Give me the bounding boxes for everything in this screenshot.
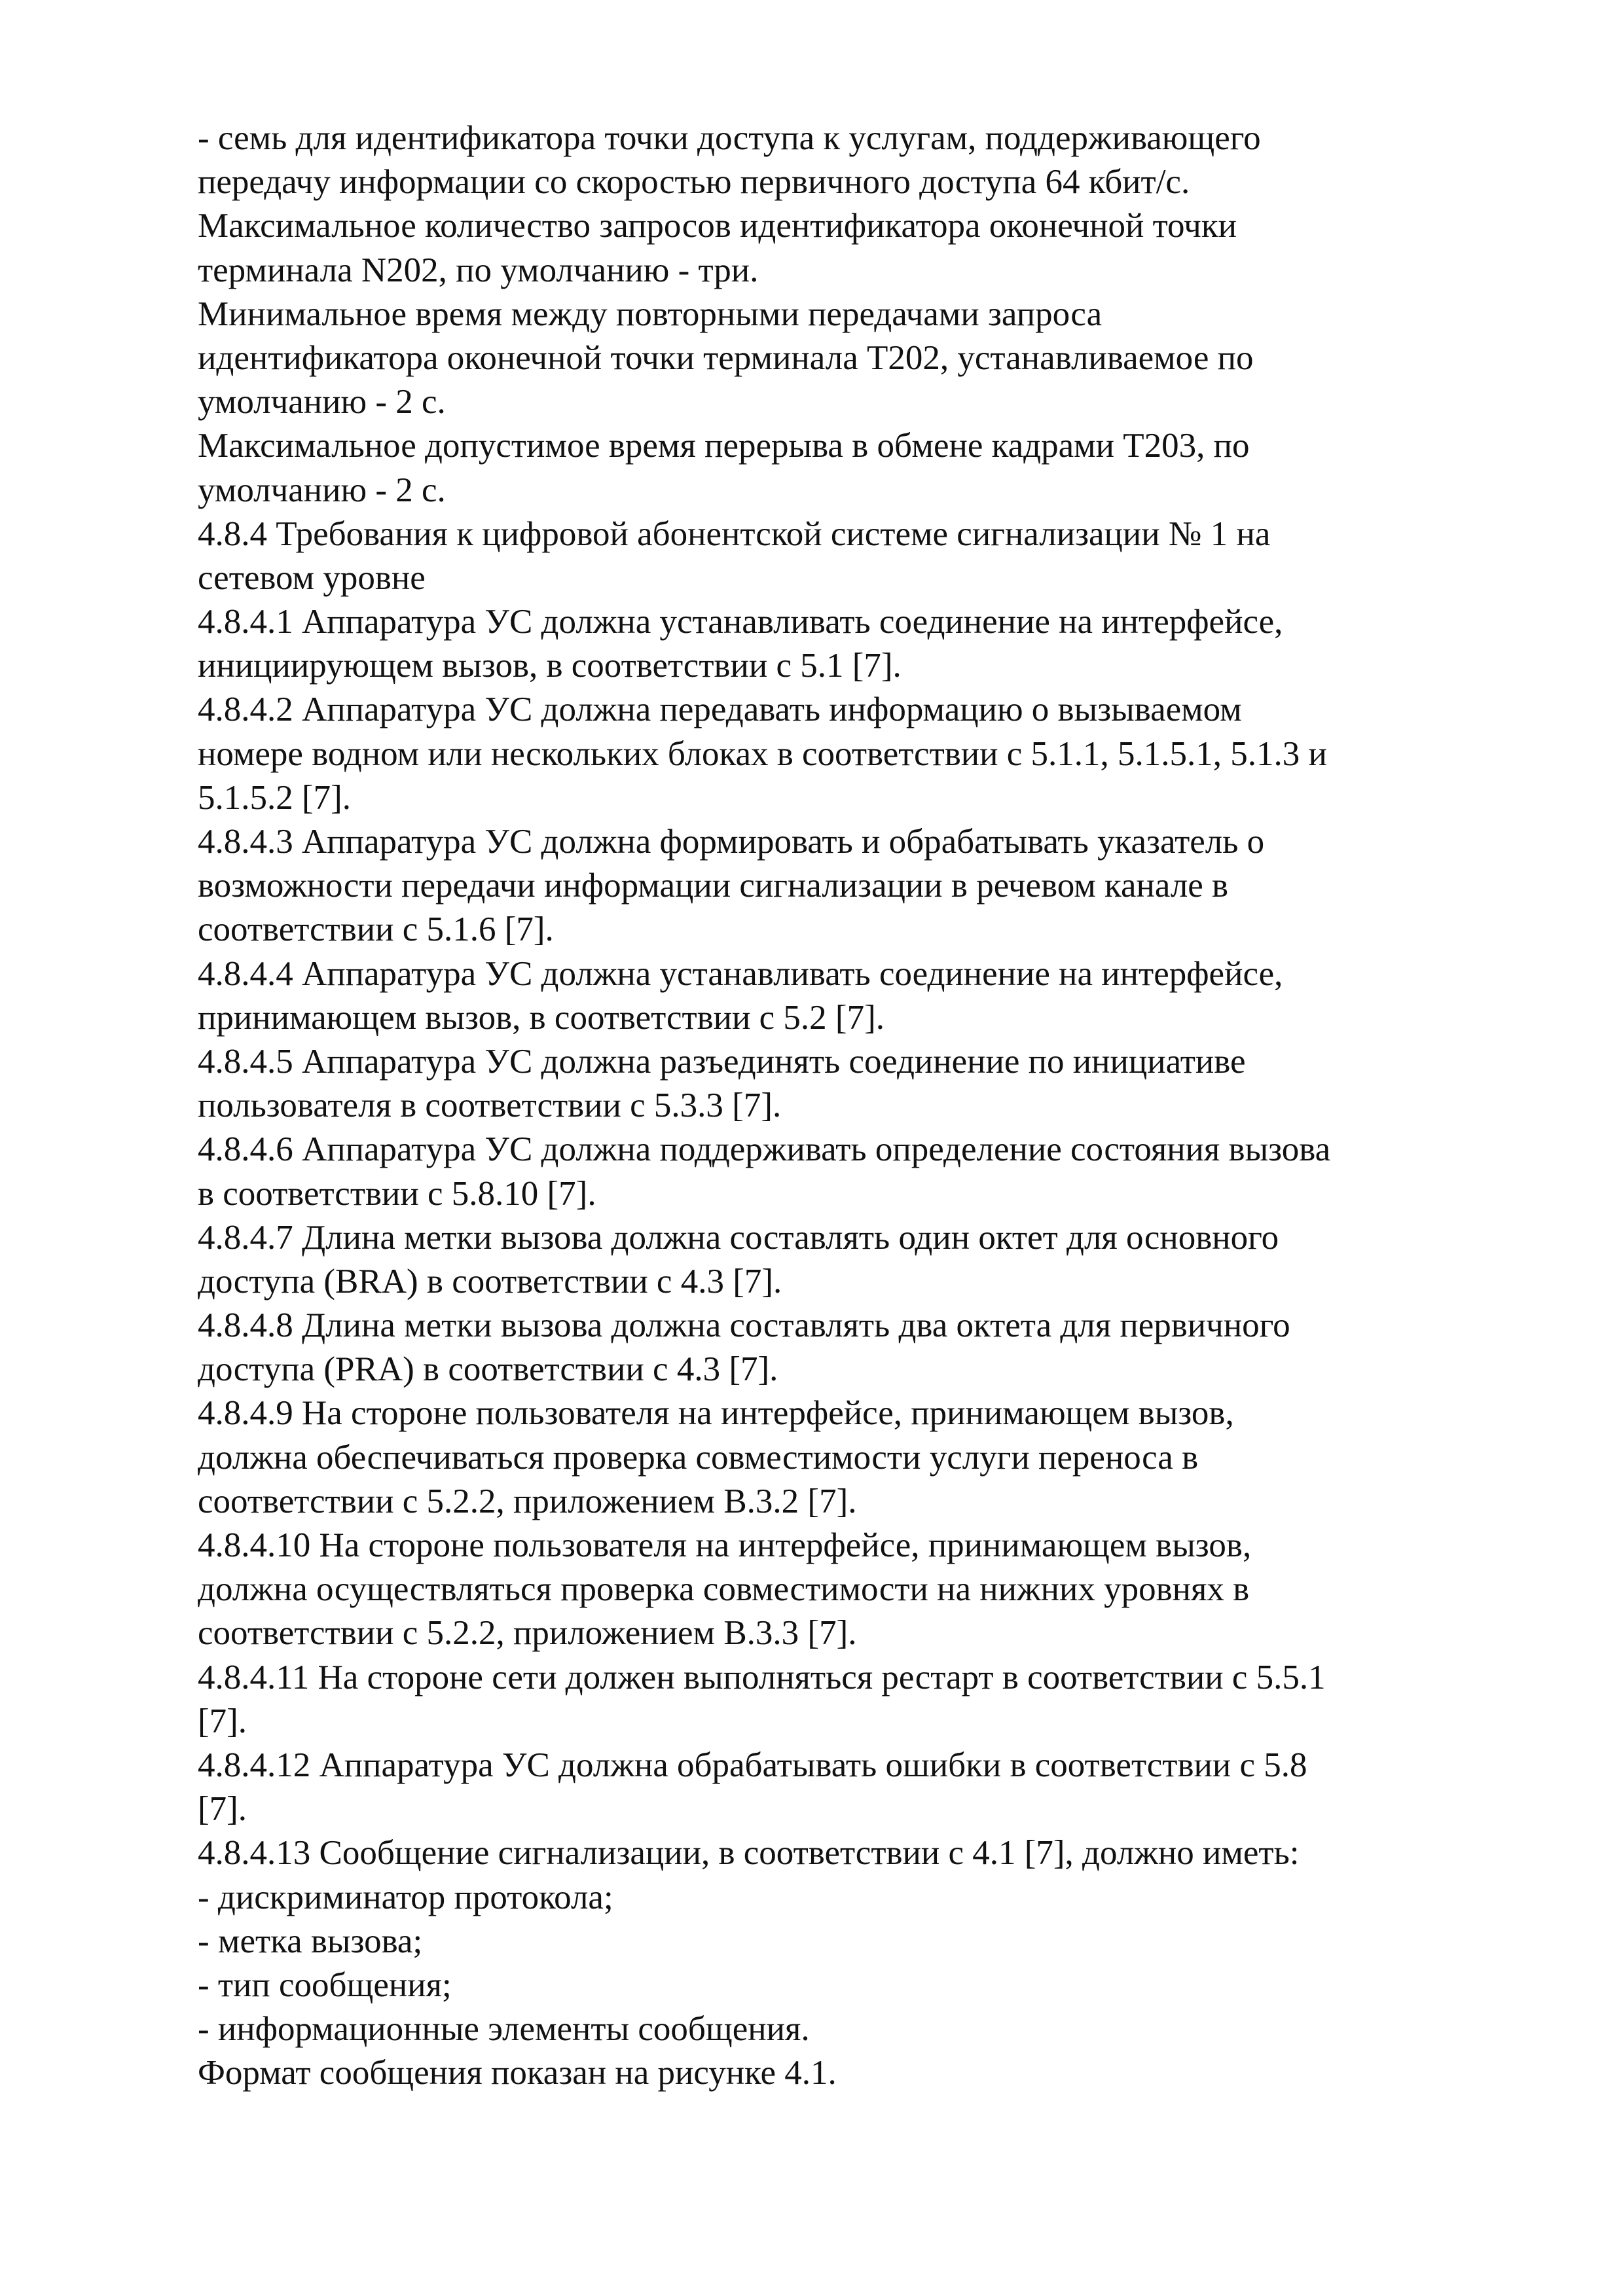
text-line: должна осуществляться проверка совместимости на нижних уровнях в <box>198 1570 1250 1609</box>
text-line: 4.8.4.13 Сообщение сигнализации, в соответствии с 4.1 [7], должно иметь: <box>198 1834 1300 1873</box>
text-line: пользователя в соответствии с 5.3.3 [7]. <box>198 1086 782 1125</box>
text-line: [7]. <box>198 1790 247 1829</box>
text-line: 4.8.4.4 Аппаратура УС должна устанавливать соединение на интерфейсе, <box>198 954 1283 993</box>
text-line: доступа (PRA) в соответствии с 4.3 [7]. <box>198 1350 778 1389</box>
text-line: идентификатора оконечной точки терминала Т202, устанавливаемое по <box>198 338 1254 377</box>
text-line: терминала N202, по умолчанию - три. <box>198 251 759 289</box>
text-line: сетевом уровне <box>198 558 426 597</box>
text-line: 4.8.4.5 Аппаратура УС должна разъединять соединение по инициативе <box>198 1042 1246 1081</box>
text-line: - дискриминатор протокола; <box>198 1878 613 1916</box>
text-line: соответствии с 5.1.6 [7]. <box>198 910 554 949</box>
text-line: 4.8.4.9 На стороне пользователя на интерфейсе, принимающем вызов, <box>198 1394 1234 1433</box>
text-line: в соответствии с 5.8.10 [7]. <box>198 1174 596 1213</box>
text-line: умолчанию - 2 с. <box>198 471 446 509</box>
text-line: [7]. <box>198 1702 247 1740</box>
text-line: Формат сообщения показан на рисунке 4.1. <box>198 2054 837 2092</box>
text-line: - метка вызова; <box>198 1922 423 1960</box>
text-line: 4.8.4.10 На стороне пользователя на интерфейсе, принимающем вызов, <box>198 1526 1252 1564</box>
text-line: 4.8.4.12 Аппаратура УС должна обрабатывать ошибки в соответствии с 5.8 <box>198 1746 1307 1784</box>
text-line: принимающем вызов, в соответствии с 5.2 [7]. <box>198 998 884 1037</box>
text-line: соответствии с 5.2.2, приложением В.3.3 [7]. <box>198 1614 857 1653</box>
text-line: - информационные элементы сообщения. <box>198 2010 810 2049</box>
text-line: 4.8.4.7 Длина метки вызова должна составлять один октет для основного <box>198 1218 1279 1257</box>
document-body-text <box>198 117 1481 2095</box>
text-line: 4.8.4.6 Аппаратура УС должна поддерживать определение состояния вызова <box>198 1130 1331 1169</box>
text-line: Минимальное время между повторными передачами запроса <box>198 295 1103 333</box>
text-line: умолчанию - 2 с. <box>198 383 446 422</box>
text-line: Максимальное допустимое время перерыва в обмене кадрами Т203, по <box>198 427 1250 465</box>
text-line: - семь для идентификатора точки доступа к услугам, поддерживающего <box>198 119 1261 157</box>
text-line: соответствии с 5.2.2, приложением В.3.2 [7]. <box>198 1482 857 1520</box>
text-line: инициирующем вызов, в соответствии с 5.1 [7]. <box>198 647 902 685</box>
text-line: Максимальное количество запросов идентификатора оконечной точки <box>198 207 1237 245</box>
text-line: возможности передачи информации сигнализации в речевом канале в <box>198 867 1229 905</box>
text-line: доступа (BRA) в соответствии с 4.3 [7]. <box>198 1262 782 1300</box>
text-line: 4.8.4.1 Аппаратура УС должна устанавливать соединение на интерфейсе, <box>198 603 1283 641</box>
text-line: 4.8.4.8 Длина метки вызова должна составлять два октета для первичного <box>198 1306 1290 1345</box>
text-line: должна обеспечиваться проверка совместимости услуги переноса в <box>198 1438 1199 1477</box>
text-line: передачу информации со скоростью первичного доступа 64 кбит/с. <box>198 163 1190 202</box>
text-line: 4.8.4.11 На стороне сети должен выполняться рестарт в соответствии с 5.5.1 <box>198 1658 1326 1696</box>
text-line: 4.8.4 Требования к цифровой абонентской системе сигнализации № 1 на <box>198 514 1271 553</box>
text-line: 5.1.5.2 [7]. <box>198 778 352 817</box>
text-line: 4.8.4.3 Аппаратура УС должна формировать и обрабатывать указатель о <box>198 823 1265 861</box>
text-line: номере водном или нескольких блоках в соответствии с 5.1.1, 5.1.5.1, 5.1.3 и <box>198 734 1327 773</box>
text-line: 4.8.4.2 Аппаратура УС должна передавать информацию о вызываемом <box>198 691 1242 729</box>
text-line: - тип сообщения; <box>198 1965 452 2004</box>
